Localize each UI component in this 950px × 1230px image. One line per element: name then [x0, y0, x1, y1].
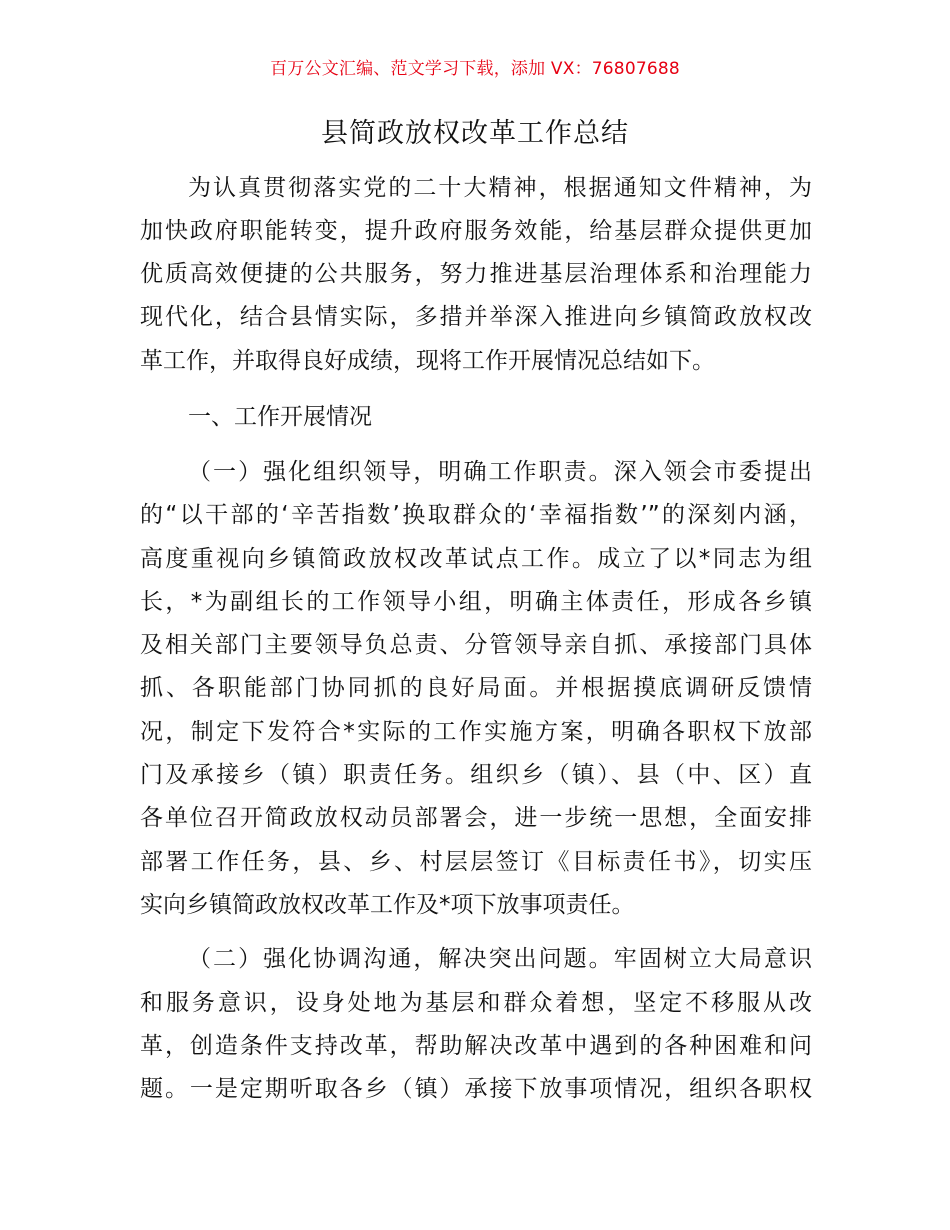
text-line: 革，创造条件支持改革，帮助解决改革中遇到的各种困难和问	[140, 1033, 812, 1059]
section-heading: 一、工作开展情况	[188, 404, 372, 430]
text-line: 各单位召开简政放权动员部署会，进一步统一思想，全面安排	[140, 805, 812, 831]
text-line: 加快政府职能转变，提升政府服务效能，给基层群众提供更加	[140, 218, 812, 244]
text-line: 高度重视向乡镇简政放权改革试点工作。成立了以*同志为组	[140, 546, 812, 572]
text-line: 优质高效便捷的公共服务，努力推进基层治理体系和治理能力	[140, 261, 812, 287]
text-line: 现代化，结合县情实际，多措并举深入推进向乡镇简政放权改	[140, 304, 812, 330]
text-line: 抓、各职能部门协同抓的良好局面。并根据摸底调研反馈情	[140, 675, 812, 701]
text-line: 的“以干部的‘辛苦指数’换取群众的‘幸福指数’”的深刻内涵，	[140, 502, 812, 528]
text-line: 部署工作任务，县、乡、村层层签订《目标责任书》，切实压	[140, 849, 812, 875]
text-line: 况，制定下发符合*实际的工作实施方案，明确各职权下放部	[140, 719, 812, 745]
text-line: （二）强化协调沟通，解决突出问题。牢固树立大局意识	[188, 946, 812, 972]
text-line: 实向乡镇简政放权改革工作及*项下放事项责任。	[140, 892, 635, 918]
text-line: 题。一是定期听取各乡（镇）承接下放事项情况，组织各职权	[140, 1076, 812, 1102]
watermark-banner: 百万公文汇编、范文学习下载，添加 VX：76807688	[270, 59, 680, 79]
text-line: （一）强化组织领导，明确工作职责。深入领会市委提出	[188, 459, 812, 485]
text-line: 和服务意识，设身处地为基层和群众着想，坚定不移服从改	[140, 990, 812, 1016]
text-line: 门及承接乡（镇）职责任务。组织乡（镇）、县（中、区）直	[140, 762, 812, 788]
text-line: 为认真贯彻落实党的二十大精神，根据通知文件精神，为	[188, 175, 812, 201]
text-line: 及相关部门主要领导负总责、分管领导亲自抓、承接部门具体	[140, 632, 812, 658]
text-line: 长，*为副组长的工作领导小组，明确主体责任，形成各乡镇	[140, 589, 812, 615]
text-line: 革工作，并取得良好成绩，现将工作开展情况总结如下。	[140, 348, 715, 374]
document-title: 县简政放权改革工作总结	[321, 118, 629, 149]
